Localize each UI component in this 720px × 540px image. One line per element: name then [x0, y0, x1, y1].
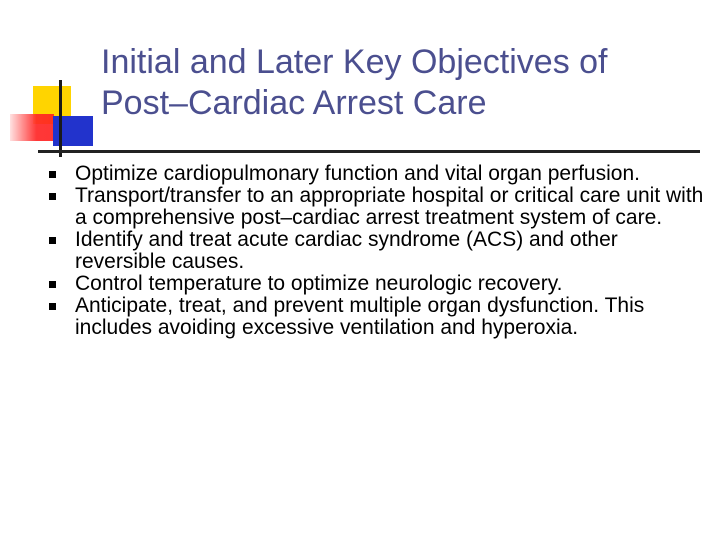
bullet-item: [45, 273, 705, 295]
bullet-text: Identify and treat acute cardiac syndrome (ACS) and other reversible causes.: [75, 228, 618, 273]
bullet-text: Transport/transfer to an appropriate hospital or critical care unit with a comprehensive post–cardiac arrest treatment system of care.: [75, 184, 704, 229]
bullet-text: Optimize cardiopulmonary function and vital organ perfusion.: [75, 162, 640, 185]
square-bullet-icon: [49, 281, 56, 288]
slide-title: [101, 42, 711, 124]
bullet-text: Control temperature to optimize neurologic recovery.: [75, 272, 563, 295]
bullet-item: [45, 295, 705, 339]
square-bullet-icon: [49, 193, 56, 200]
bullet-item: [45, 185, 705, 229]
square-bullet-icon: [49, 237, 56, 244]
red-square-fade: [10, 114, 54, 141]
bullet-item: [45, 163, 705, 185]
bullet-text: Anticipate, treat, and prevent multiple organ dysfunction. This includes avoiding excessive ventilation and hyperoxia.: [75, 294, 645, 339]
square-bullet-icon: [49, 171, 56, 178]
title-underline: [38, 150, 700, 153]
slide-title-line1: Initial and Later Key Objectives of: [101, 43, 608, 81]
colored-squares-logo-icon: [0, 0, 100, 170]
bullet-list: [45, 163, 705, 339]
vertical-divider: [59, 80, 62, 157]
square-bullet-icon: [49, 303, 56, 310]
slide-title-line2: Post–Cardiac Arrest Care: [101, 84, 487, 122]
bullet-item: [45, 229, 705, 273]
